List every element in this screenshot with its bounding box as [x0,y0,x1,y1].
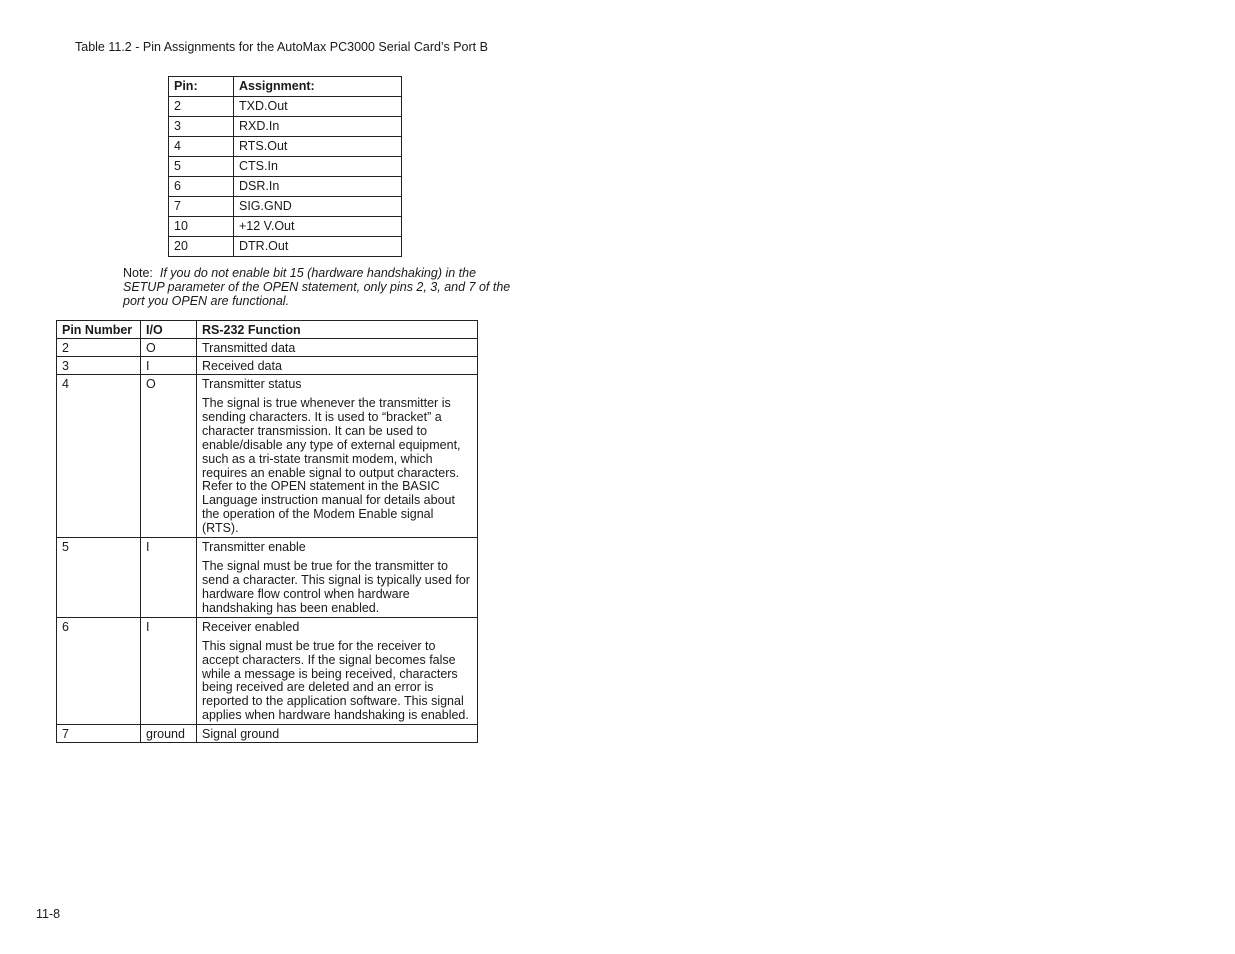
table-row [169,117,402,137]
function-title: Transmitter status [202,377,302,391]
function-title: Signal ground [202,727,280,742]
table-row [57,339,478,357]
io-cell: ground [141,725,197,743]
assignment-cell: SIG.GND [234,197,402,217]
table-row [169,217,402,237]
pin-cell: 7 [169,197,234,217]
function-description: This signal must be true for the receiver to accept characters. If the signal becomes false while a message is being received, characters being received are deleted and an error is reported to the application software. This signal applies when hardware handshaking is enabled. [202,638,469,723]
table-row [57,538,478,618]
function-cell [197,617,478,724]
table-row [169,197,402,217]
column-header-pin: Pin: [169,77,234,97]
table-caption: Table 11.2 - Pin Assignments for the AutoMax PC3000 Serial Card’s Port B [75,40,488,54]
function-cell [197,538,478,618]
pin-cell: 20 [169,237,234,257]
function-description: The signal must be true for the transmitter to send a character. This signal is typically used for hardware flow control when hardware handshaking has been enabled. [202,559,470,615]
assignment-cell: DSR.In [234,177,402,197]
handshaking-note [123,266,513,308]
table-header-row [57,321,478,339]
pin-number-cell: 3 [57,357,141,375]
function-cell [197,339,478,357]
pin-cell: 6 [169,177,234,197]
column-header-rs232-function: RS-232 Function [197,321,478,339]
pin-number-cell: 2 [57,339,141,357]
function-title: Receiver enabled [202,619,300,634]
pin-number-cell: 7 [57,725,141,743]
io-cell: I [141,357,197,375]
table-header-row [169,77,402,97]
column-header-assignment: Assignment: [234,77,402,97]
assignment-cell: RXD.In [234,117,402,137]
assignment-cell: RTS.Out [234,137,402,157]
pin-cell: 3 [169,117,234,137]
pin-cell: 10 [169,217,234,237]
table-row [57,357,478,375]
pin-cell: 5 [169,157,234,177]
function-title: Transmitted data [202,341,296,355]
assignment-cell: DTR.Out [234,237,402,257]
page-number: 11-8 [36,907,61,921]
column-header-io: I/O [141,321,197,339]
function-description: The signal is true whenever the transmitter is sending characters. It is used to “bracket” a character transmission. It can be used to enable/disable any type of external equipment, such as a tri-state transmit modem, which requires an enable signal to output characters. Refer to the OPEN statement in the BASIC Language instruction manual for details about the operation of the Modem Enable signal (RTS). [202,396,461,536]
io-cell: O [141,375,197,538]
assignment-cell: +12 V.Out [234,217,402,237]
table-row [169,177,402,197]
table-row [57,725,478,743]
function-cell [197,725,478,743]
function-cell [197,375,478,538]
note-text: If you do not enable bit 15 (hardware handshaking) in the SETUP parameter of the OPEN statement, only pins 2, 3, and 7 of the port you OPEN are functional. [123,266,511,308]
note-label: Note: [123,266,153,280]
io-cell: I [141,617,197,724]
table-row [169,157,402,177]
pin-cell: 2 [169,97,234,117]
assignment-cell: TXD.Out [234,97,402,117]
function-title: Transmitter enable [202,540,306,555]
io-cell: I [141,538,197,618]
io-cell: O [141,339,197,357]
function-title: Received data [202,359,282,373]
pin-assignment-table [168,76,402,257]
pin-number-cell: 6 [57,617,141,724]
table-row [169,137,402,157]
pin-number-cell: 5 [57,538,141,618]
table-row [57,617,478,724]
function-cell [197,357,478,375]
table-row [169,97,402,117]
assignment-cell: CTS.In [234,157,402,177]
pin-cell: 4 [169,137,234,157]
rs232-function-table [56,320,478,743]
table-row [169,237,402,257]
column-header-pin-number: Pin Number [57,321,141,339]
table-row [57,375,478,538]
pin-number-cell: 4 [57,375,141,538]
